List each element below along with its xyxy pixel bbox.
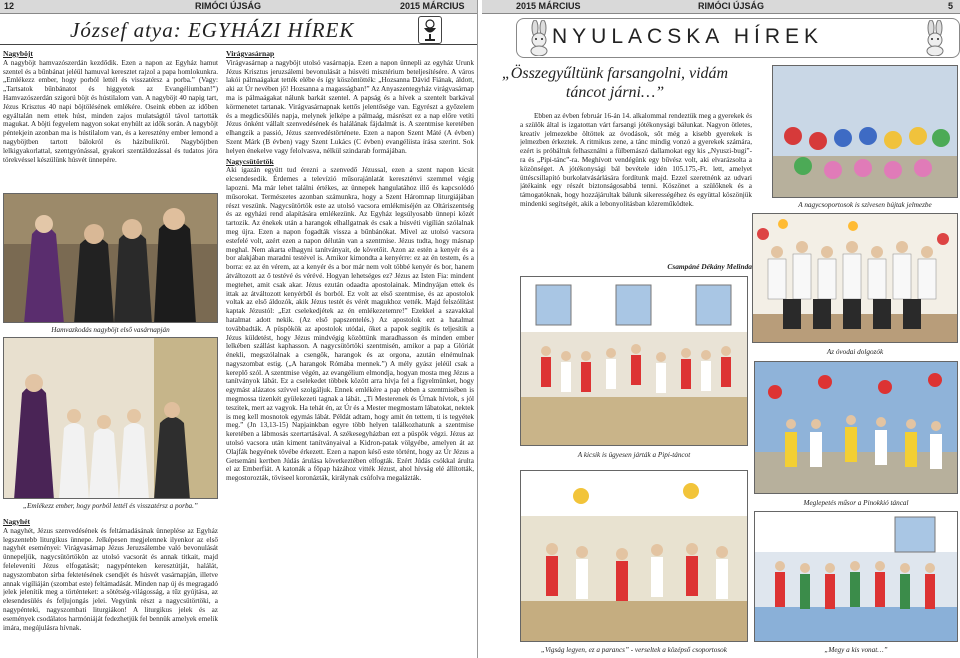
photo-costumed-kids [772, 65, 958, 198]
nagybojt-text: A nagyböjt hamvazószerdán kezdődik. Ezen a napon az Egyház hamut szentel és a bűnbánat jeléül hamuval keresztet rajzol a papa homlokunkra. „Emlékezz ember, hogy porból lettél és visszatérsz a porba.” (Vagy: „Tartsatok bűnbánatot és higgyetek az Evangéliumban!”) Hamvazószerdán szigorú böjt és hústilalom van. A nagyböjt 40 napig tart, Jézus Krisztus 40 napi böjtölésének emlékére. Oseink ebben az időben egyáltalán nem ettek húst, minden zajos mulatságtól távol tartották magukat. A böjti fegyelem nagyon sokat enyhült az idők során. A nagyböjt péntekjein azonban ma is hústilalom van, és a keresztény ember lemond a nagyböjtben tartott bálokról és házibulikról. Nagyböjtben lelkigyakorlattal, szentgyónással, gyakori szentáldozással és tudatos jóra törekvéssel készülünk húsvét ünnepére. [3, 58, 218, 164]
photo-caption-3: A kicsik is ügyesen járták a Pipi-táncot [577, 451, 691, 459]
photo-caption-6: „Megy a kis vonat…” [824, 646, 888, 654]
photo-caption-2: „Emlékezz ember, hogy porból lettél és visszatérsz a porba.” [23, 502, 198, 510]
naghet-text: A nagyhét, Jézus szenvedésének és feltámadásának ünneplése az Egyház legszentebb liturgikus ünnepe. Jelképesen megjelennek ilyenkor az első nagyhét eseményei: Virágvasárnap Jézus Jeruzsálembe való bevonulását ünnepeljük, nagycsütörtökön az utolsó vacsorát és annak titkait, majd feleleveníti Jézus elfogatását; nagypénteken keresztútját, halálát, nagyszombaton sírba fektetésének csendjét és húsvét vasárnapján, illetve annak vigíliáján (szombat este) feltámadását. Minden nap új és megragadó jelek jelenítik meg a történteket: a sötétség-világosság, a tűz gyújtása, az elesendesülés és feljujongás jelei. Vegyünk részt a nagycsütörtöki, a nagypénteki, nagyszombati liturgiákon! A liturgikus jelek és az események csodálatos harmóniáját fedezhetjük fel bennük amelyek emelik imára, megújulásra hívnak. [3, 526, 218, 632]
photo-congregation [3, 337, 218, 499]
issue-date: 2015 MÁRCIUS [400, 1, 465, 11]
photo-caption-4: Meglepetés műsor a Pinokkió táncal [803, 499, 909, 507]
photo-ash-wednesday [3, 193, 218, 323]
column-title: NYULACSKA HÍREK [552, 25, 824, 48]
chalice-icon [418, 16, 442, 44]
column-title: József atya: EGYHÁZI HÍREK [70, 18, 355, 42]
bunny-icon [922, 20, 948, 56]
photo-pipi-dance [520, 276, 748, 446]
page-number: 12 [4, 1, 15, 11]
paper-name: RIMÓCI ÚJSÁG [195, 1, 262, 11]
right-page [482, 0, 960, 658]
section-heading-nagybojt: Nagyböjt [3, 49, 33, 58]
photo-kindergarten-staff [752, 213, 958, 343]
section-heading-nagycsutortok: Nagycsütörtök [226, 156, 274, 166]
page-number: 5 [948, 1, 954, 11]
photo-middle-group [520, 470, 748, 642]
article-headline: „Összegyűltünk farsangolni, vidám táncot járni…” [501, 65, 729, 101]
photo-caption-2: Az óvodai dolgozók [826, 348, 884, 356]
photo-caption-5: „Vigság legyen, ez a parancs” - verseltek a középső csoportosok [541, 646, 727, 654]
viragvasarnap-text: Virágvasárnap a nagyböjt utolsó vasárnapja. Ezen a napon ünnepli az egyház Urunk Jézus Krisztus jeruzsálemi bevonulását a húsvéti misztérium beteljesítésére. A város lakói pálmaágakat tették elébe és így köszöntötték: „Hozsanna Dávid Fiának, áldott, aki az Úr nevében jő! Hozsanna a magasságban!” Az Anyaszentegyház virágvasárnap ma is pálmaágakat nálunk barkát szentel. A papság és a hívek a szentelt barkával körmenetet tartanak. Virágvasárnapnak kettős jelentősége van. Egyrészt a győzelem és a megdicsőülés napja, melynek jelképe a pálmaág, másrészt ez a nap előre vetíti Jézus önként vállalt szenvedésének és halálának fájdalmát is. A szentmise keretében elhangzik a passió, Jézus szenvedéstörténete. Ezen a napon Szent Máté (A évben) Szent Márk (B évben) vagy Szent Lukács (C évben) evangéliista írása szerint. Sok helyen énekelve vagy felolvasva, nélkül szindarab formájában. [226, 58, 474, 155]
bunny-icon [526, 20, 552, 56]
section-heading-naghet: Nagyhét [3, 517, 30, 526]
photo-caption-1: Hamvazkodás nagyböjt első vasárnapján [51, 326, 170, 334]
article-author: Csampáné Dékány Melinda [667, 262, 752, 271]
photo-pinocchio-dance [754, 361, 958, 494]
right-page-header [482, 0, 960, 14]
article-body: Ebben az évben február 16-án 14. alkalommal rendeztük meg a gyerekek és a szülők által is izgatottan várt farsangi jótékonysági bálunkat. Nagyon ötletes, kreatív jelmezekbe öltöttek az óvodások, sőt még a kisebb gyerekek is jelmezben érkeztek. A ritmikus zene, a tánc mindig vonzó a gyerekek számára, ezért is próbáltuk felhasználni a fülbemászó dallamokat egy kis „Nyuszi-bugi”-ra és „Pipi-tánc”-ra. Meghívott vendégünk egy bűvész volt, aki elvarázsolta a közönséget. A jótékonysági bál bevétele idén 105.175,-Ft. lett, amelyet üttéscsillapító burkolatvásárlására fordítunk majd. Ezzel szeretnénk az udvari játékaink egy részét biztonságosabbá tenni. Köszönet a szülőknek és a támogatóknak, hogy hozzájárultak bálunk sikerességéhez és együttal köszönjük mindenki segítségét, akik a lebonyolításban közreműködtek. [520, 112, 752, 208]
section-heading-viragvasarnap: Virágvasárnap [226, 49, 275, 58]
paper-name: RIMÓCI ÚJSÁG [698, 1, 765, 11]
issue-date: 2015 MÁRCIUS [516, 1, 581, 11]
photo-caption-1: A nagycsoportosok is szívesen bújtak jelmezbe [798, 201, 932, 209]
photo-train-game [754, 511, 958, 642]
left-page [0, 0, 478, 658]
nagycsutortok-text: Aki igazán együtt tud érezni a szenvedő Jézussal, ezen a szent napon kicsit elcsendesedik. Érdemes a televízió műsorajánlatát kereszténvi szemmel végig lapozni. Ma már lehet találni értékes, az ünnepek hangulatához illő és kapcsolódó műsorokat. Természetes azonban számunkra, hogy a Szent Háromnap liturgiájában részt veszünk. Nagycsütörtök este az utolsó vacsora emlékmiséjén az Oltáriszentség és az egyházi rend alapítására emlékezünk. Az Egyház legsúlyosabb ünnepi közét tartozik. Az énekek után a harangok elhallgatnak és csak a húsvéti vigílián szólalnak meg újra. Ezen a napon fogadták vissza a bűnbánókat. Mivel az utolsó vacsora estefelé volt, azért ezen a napon délután van a szentmise. Jézus tudta, hogy másnap meghal. Nem akarta elhagyni tanítványait, de követőit. Azon az estén a kenyér és a bor alakjában maradni testével is. Amikor kimondta a kenyérre: ez az én testem, és a borra: ez az én vérem, az a kenyér és a bor már nem volt többé kenyér és bor, hanem átváltozott az ő testévé és vérévé. Hogyan lehetséges ez? Jézus az Isten Fia: mindent megtehet, amit csak akar. Jézus ezután odaadta apostolainak. Mindnyájan ettek és ittak az átváltozott kenyérből és borból. Ez volt az első szentmise, és az apostolok voltak az első áldozók, akik Jézus testét és vérét magukhoz vették. Majd felszólítást kaptak Jézustól: „Ezt cselekedjétek az én emlékezetemre!” Ezekkel a szavakkal hatalmat adott nekik. (Az első papszentelés.) Az apostolok ezt a hatalmat továbbadták. A püspökök az apostolok utódai, őket a papok segítik és teljesítik a Jézus küldetést, hogy Jézus mindvégig közöttünk maradhasson és minden ember lelkében szállást kaphasson. A nagycsütörtöki szentmisén, amikor a pap a Glóriát énekli, megszólalnak a csengők, harangok és az orgona, azután elnémulnak nagyszombat estig. („A harangok Rómába mennek.”) A mély gyász jeléül csak a kereplő szól. A szentmise végén, az evangélium elmondja, hogyan mosta meg Jézus a tanítványok lábát. Ez a cselekedet többek között arra hívja fel a figyelmünket, hogy egymást alázatos szívvel szolgáljuk. Ennek emlékére a pap ebben a szentmisében is megmossa tizenkét gyülekezeti tagnak a lábát. „Ti Mesterenek és Úrnak hívtok, s jól teszitek, mert az vagyok. Ha tehát én, az Úr és a Mester megmostam lábatokat, nektek is meg kell mosnotok egymás lábát. Példát adtam, hogy amit én tettem, ti is tegyétek meg.” (Jn 13,13-15) Napjainkban egyre több helyen találkozhatunk a szentmise keretében a lábmosás szertartásával. A székesegyházban ezt a püspök végzi. Jézus az utolsó vacsora után kiment tanítványaival a Kidron-patak völgyébe, amelyen át az Olajfák hegyének tövébe érkezett. Ezen a napon késő este történt, hogy az Úr Jézus a Getsemáni kertben Júdás árulása következtében elfogták. Ezért Júdás csókkal árulta el az Emberfiát. A katonák a főpap házához vitték Jézust, ahol hívság elé állították, megostorozták, töviseel koronázták, királynak csúfolva megalázták. [226, 166, 474, 483]
left-page-header [0, 0, 477, 14]
